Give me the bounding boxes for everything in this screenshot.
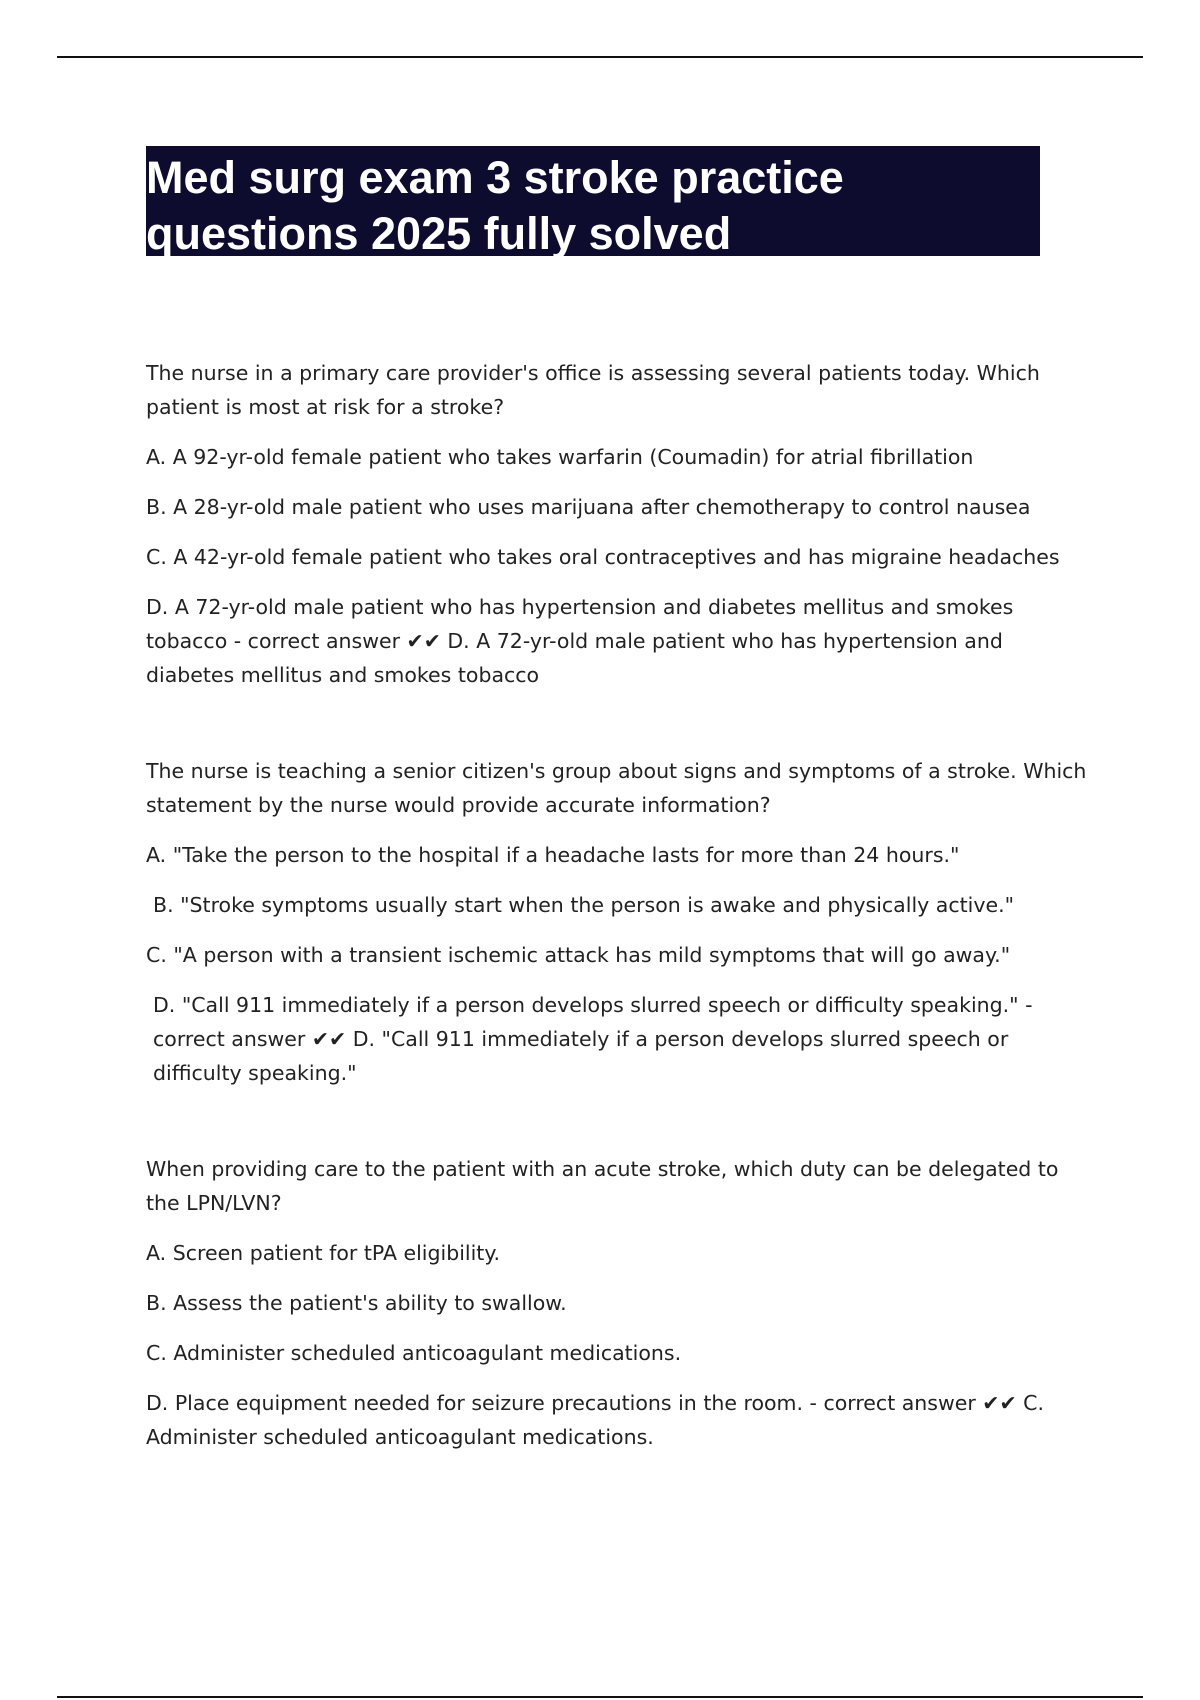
option-b: B. "Stroke symptoms usually start when the person is awake and physically active." — [153, 893, 1015, 917]
bottom-rule — [57, 1696, 1143, 1698]
document-title-banner — [146, 146, 1040, 259]
option-b: B. Assess the patient's ability to swallow. — [146, 1291, 567, 1315]
question-2 — [146, 754, 1096, 1090]
question-list — [146, 356, 1096, 1454]
option-a: A. Screen patient for tPA eligibility. — [146, 1241, 501, 1265]
question-1 — [146, 356, 1096, 692]
option-d-with-answer: D. A 72-yr-old male patient who has hypertension and diabetes mellitus and smokes tobacco - correct answer ✔✔ D. A 72-yr-old male patient who has hypertension and diabetes mellitus and smokes tobacco — [146, 595, 1014, 687]
option-d-with-answer: D. "Call 911 immediately if a person develops slurred speech or difficulty speaking." - correct answer ✔✔ D. "Call 911 immediately if a person develops slurred speech or difficulty speaking." — [153, 993, 1033, 1085]
question-stem: The nurse in a primary care provider's office is assessing several patients today. Which patient is most at risk for a stroke? — [146, 361, 1040, 419]
question-3 — [146, 1152, 1096, 1454]
option-b: B. A 28-yr-old male patient who uses marijuana after chemotherapy to control nausea — [146, 495, 1031, 519]
option-a: A. A 92-yr-old female patient who takes warfarin (Coumadin) for atrial fibrillation — [146, 445, 974, 469]
option-c: C. A 42-yr-old female patient who takes oral contraceptives and has migraine headaches — [146, 545, 1060, 569]
top-rule — [57, 56, 1143, 58]
option-c: C. Administer scheduled anticoagulant medications. — [146, 1341, 682, 1365]
option-d-with-answer: D. Place equipment needed for seizure precautions in the room. - correct answer ✔✔ C. Administer scheduled anticoagulant medications. — [146, 1391, 1045, 1449]
option-a: A. "Take the person to the hospital if a headache lasts for more than 24 hours." — [146, 843, 960, 867]
option-c: C. "A person with a transient ischemic attack has mild symptoms that will go away." — [146, 943, 1011, 967]
question-stem: When providing care to the patient with an acute stroke, which duty can be delegated to the LPN/LVN? — [146, 1157, 1059, 1215]
document-title: Med surg exam 3 stroke practice questions 2025 fully solved — [146, 152, 844, 259]
question-stem: The nurse is teaching a senior citizen's group about signs and symptoms of a stroke. Which statement by the nurse would provide accurate information? — [146, 759, 1087, 817]
